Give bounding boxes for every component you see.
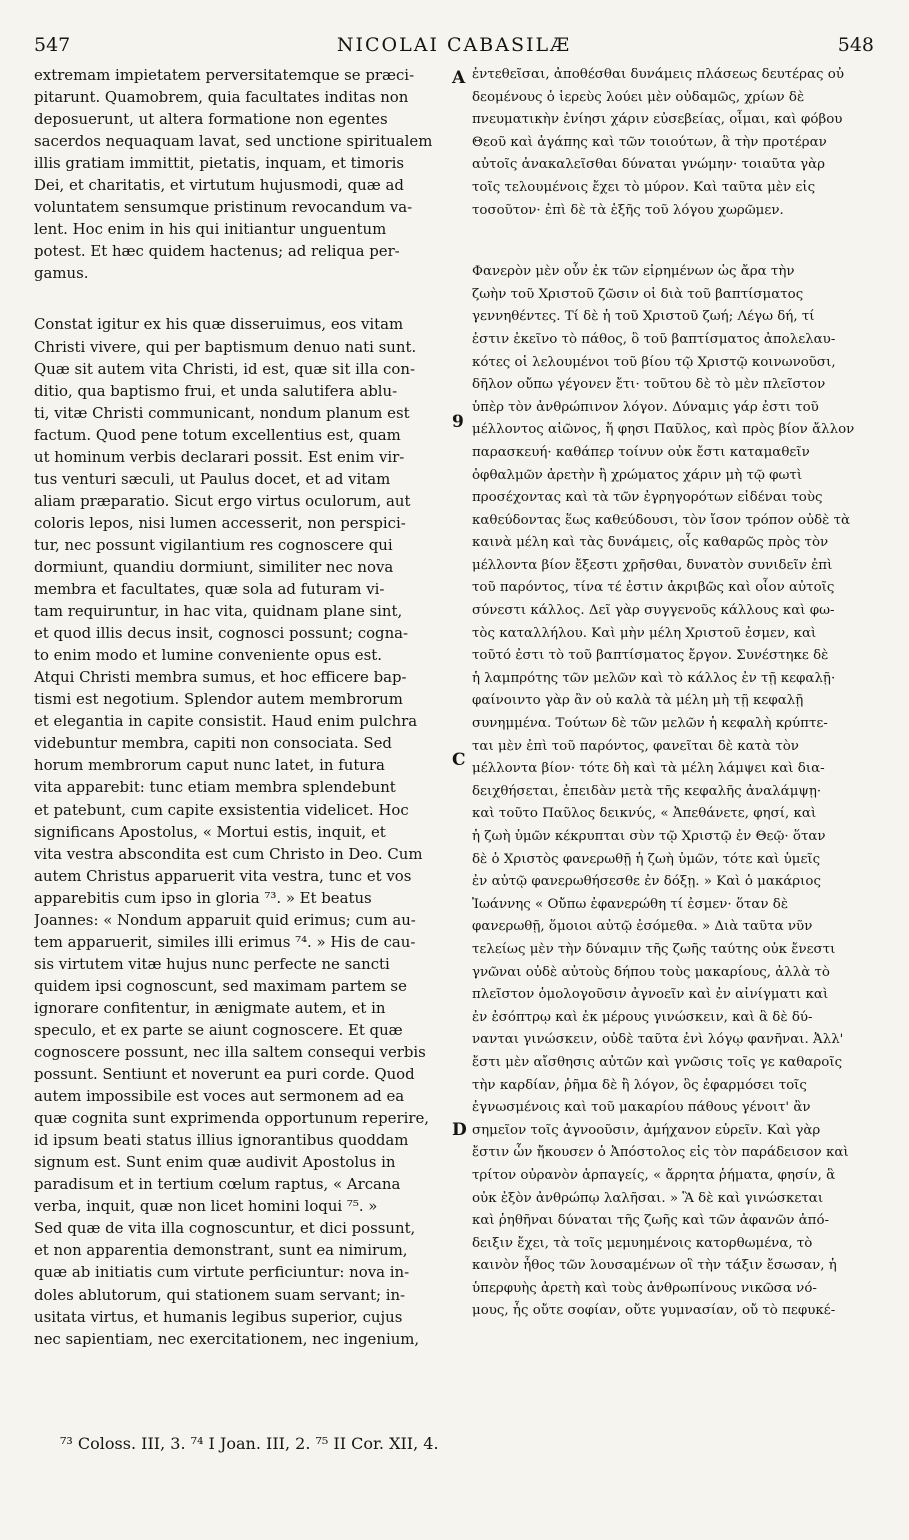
latin-text-line: tur, nec possunt vigilantium res cognoscere qui — [34, 535, 393, 554]
greek-text-line: δειξιν ἔχει, τὰ τοῖς μεμυημένοις κατορθωμένα, τὸ — [472, 1235, 813, 1251]
latin-text-line: Dei, et charitatis, et virtutum hujusmodi, quæ ad — [34, 176, 404, 195]
greek-text-line: τοσοῦτον· ἐπὶ δὲ τὰ ἑξῆς τοῦ λόγου χωρῶμεν. — [472, 202, 784, 218]
margin-letter-a: A — [452, 68, 466, 88]
greek-text-line: σημεῖον τοῖς ἀγνοοῦσιν, ἀμήχανον εὑρεῖν. Καὶ γὰρ — [472, 1122, 821, 1138]
greek-text-line: μέλλοντα βίον ἔξεστι χρῆσθαι, δυνατὸν συνιδεῖν ἐπὶ — [472, 557, 833, 573]
latin-text-line: tus venturi sæculi, ut Paulus docet, et ad vitam — [34, 469, 391, 488]
greek-text-line: ἐν ἐσόπτρῳ καὶ ἐκ μέρους γινώσκειν, καὶ ἃ δὲ δύ- — [472, 1009, 813, 1025]
greek-text-line: ἐστιν ἐκεῖνο τὸ πάθος, ὃ τοῦ βαπτίσματος ἀπολελαυ- — [472, 331, 836, 347]
latin-text-line: vita apparebit: tunc etiam membra splendebunt — [34, 778, 396, 797]
greek-text-line: πλεῖστον ὁμολογοῦσιν ἀγνοεῖν καὶ ἐν αἰνίγματι καὶ — [472, 987, 829, 1003]
latin-text-line: id ipsum beati status illius ignorantibus quoddam — [34, 1131, 409, 1150]
greek-text-line: ἡ λαμπρότης τῶν μελῶν καὶ τὸ κάλλος ἐν τῇ κεφαλῇ· — [472, 670, 836, 686]
latin-text-line: et non apparentia demonstrant, sunt ea nimirum, — [34, 1241, 408, 1260]
greek-text-line: τοῖς τελουμένοις ἔχει τὸ μύρον. Καὶ ταῦτα μὲν εἰς — [472, 179, 816, 195]
latin-text-line: tismi est negotium. Splendor autem membrorum — [34, 690, 403, 709]
latin-text-line: autem Christus apparuerit vita vestra, tunc et vos — [34, 866, 412, 885]
greek-text-line: Θεοῦ καὶ ἀγάπης καὶ τῶν τοιούτων, ἃ τὴν προτέραν — [472, 134, 827, 150]
latin-text-line: Constat igitur ex his quæ disseruimus, eos vitam — [34, 315, 404, 334]
latin-text-line: ignorare confitentur, in ænigmate autem, et in — [34, 998, 386, 1017]
latin-text-line: ut hominum verbis declarari possit. Est enim vir- — [34, 447, 405, 466]
latin-text-line: gamus. — [34, 264, 89, 283]
greek-text-line: κότες οἱ λελουμένοι τοῦ βίου τῷ Χριστῷ κοινωνοῦσι, — [472, 354, 836, 370]
latin-text-line: possunt. Sentiunt et noverunt ea puri corde. Quod — [34, 1065, 415, 1084]
latin-text-line: illis gratiam immittit, pietatis, inquam, et timoris — [34, 154, 405, 173]
greek-text-line: αὐτοῖς ἀνακαλεῖσθαι δύναται γνώμην· τοιαῦτα γὰρ — [472, 157, 826, 173]
latin-text-line: factum. Quod pene totum excellentius est, quam — [34, 425, 401, 444]
latin-text-line: sacerdos nequaquam lavat, sed unctione spiritualem — [34, 132, 433, 151]
greek-text-line: μέλλοντα βίον· τότε δὴ καὶ τὰ μέλη λάμψει καὶ δια- — [472, 761, 825, 777]
latin-text-line: ti, vitæ Christi communicant, nondum planum est — [34, 403, 410, 422]
greek-text-line: ὀφθαλμῶν ἀρετὴν ἢ χρώματος χάριν μὴ τῷ φωτὶ — [472, 467, 803, 483]
latin-text-line: membra et facultates, quæ sola ad futuram vi- — [34, 580, 385, 599]
latin-text-line: et patebunt, cum capite exsistentia videlicet. Hoc — [34, 800, 409, 819]
page-number-right: 548 — [837, 34, 874, 56]
latin-text-line: et elegantia in capite consistit. Haud enim pulchra — [34, 712, 418, 731]
latin-text-line: extremam impietatem perversitatemque se præci- — [34, 66, 415, 84]
page-number-left: 547 — [34, 34, 71, 56]
latin-text-line: et quod illis decus insit, cognosci possunt; cogna- — [34, 624, 409, 643]
latin-text-line: usitata virtus, et humanis legibus superior, cujus — [34, 1307, 403, 1326]
latin-text-line: significans Apostolus, « Mortui estis, inquit, et — [34, 822, 386, 841]
greek-text-line: ἐντεθεῖσαι, ἀποθέσθαι δυνάμεις πλάσεως δευτέρας οὐ — [472, 67, 844, 82]
latin-text-line: tam requiruntur, in hac vita, quidnam plane sint, — [34, 602, 403, 621]
greek-text-line: Ἰωάννης « Οὔπω ἐφανερώθη τί ἐσμεν· ὅταν δὲ — [472, 896, 789, 912]
running-header — [34, 34, 874, 60]
latin-text-line: speculo, et ex parte se aiunt cognoscere. Et quæ — [34, 1020, 403, 1039]
greek-text-line: τοῦτό ἐστι τὸ τοῦ βαπτίσματος ἔργον. Συνέστηκε δὲ — [472, 648, 829, 664]
latin-text-line: potest. Et hæc quidem hactenus; ad reliqua per- — [34, 242, 400, 261]
greek-text-line: ἐν αὐτῷ φανερωθήσεσθε ἐν δόξῃ. » Καὶ ὁ μακάριος — [472, 874, 821, 890]
latin-text-line: nec sapientiam, nec exercitationem, nec ingenium, — [34, 1329, 420, 1348]
greek-text-line: δεομένους ὁ ἱερεὺς λούει μὲν οὐδαμῶς, χρίων δὲ — [472, 89, 805, 105]
greek-text-line: ἔστι μὲν αἴσθησις αὐτῶν καὶ γνῶσις τοῖς γε καθαροῖς — [472, 1054, 843, 1070]
greek-text-line: συνημμένα. Τούτων δὲ τῶν μελῶν ἡ κεφαλὴ κρύπτε- — [472, 716, 828, 732]
greek-text-line: γεννηθέντες. Τί δὲ ἡ τοῦ Χριστοῦ ζωή; Λέγω δή, τί — [472, 309, 815, 325]
greek-text-line: φαίνοιντο γὰρ ἂν οὐ καλὰ τὰ μέλη μὴ τῇ κεφαλῇ — [472, 693, 804, 709]
greek-text-line: δειχθήσεται, ἐπειδὰν μετὰ τῆς κεφαλῆς ἀναλάμψῃ· — [472, 783, 822, 799]
greek-text-line: προσέχοντας καὶ τὰ τῶν ἐγρηγορότων εἰδέναι τοὺς — [472, 490, 823, 506]
latin-text-line: Christi vivere, qui per baptismum denuo nati sunt. — [34, 337, 417, 356]
latin-column — [34, 64, 444, 1350]
greek-text-line: ἐγνωσμένοις καὶ τοῦ μακαρίου πάθους γένοιτ' ἂν — [472, 1100, 811, 1116]
paragraph-gap — [34, 284, 444, 313]
latin-text-line: doles ablutorum, qui stationem suam servant; in- — [34, 1285, 406, 1304]
latin-text-line: quæ ab initiatis cum virtute perficiuntur: nova in- — [34, 1263, 410, 1282]
latin-text-line: horum membrorum caput nunc latet, in futura — [34, 756, 385, 775]
latin-text-line: voluntatem sensumque pristinum revocandum va- — [34, 198, 413, 217]
greek-text-line: πνευματικὴν ἐνίησι χάριν εὐσεβείας, οἶμαι, καὶ φόβου — [472, 112, 843, 128]
greek-text-line: φανερωθῇ, ὅμοιοι αὐτῷ ἐσόμεθα. » Διὰ ταῦτα νῦν — [472, 919, 813, 935]
latin-text-line: ditio, qua baptismo frui, et unda salutifera ablu- — [34, 381, 398, 400]
latin-text-line: tem apparuerit, similes illi erimus ⁷⁴. » His de cau- — [34, 932, 416, 951]
greek-text-line: τὸς καταλλήλου. Καὶ μὴν μέλη Χριστοῦ ἐσμεν, καὶ — [472, 625, 817, 641]
latin-text-line: deposuerunt, ut altera formatione non egentes — [34, 110, 388, 129]
greek-text-line: μέλλοντος αἰῶνος, ἥ φησι Παῦλος, καὶ πρὸς βίον ἄλλον — [472, 422, 855, 438]
greek-text-line: τρίτον οὐρανὸν ἁρπαγείς, « ἄρρητα ῥήματα, φησίν, ἃ — [472, 1167, 836, 1183]
greek-text-line: ὑπὲρ τὸν ἀνθρώπινον λόγον. Δύναμις γάρ ἐστι τοῦ — [472, 399, 819, 415]
running-title: NICOLAI CABASILÆ — [336, 34, 572, 56]
greek-text-line: σύνεστι κάλλος. Δεῖ γὰρ συγγενοῦς κάλλους καὶ φω- — [472, 603, 835, 619]
footnotes: ⁷³ Coloss. III, 3. ⁷⁴ I Joan. III, 2. ⁷⁵ II Cor. XII, 4. — [60, 1434, 439, 1453]
latin-text-line: autem impossibile est voces aut sermonem ad ea — [34, 1087, 405, 1106]
latin-text-line: vita vestra abscondita est cum Christo in Deo. Cum — [34, 844, 423, 863]
latin-text-line: aliam præparatio. Sicut ergo virtus oculorum, aut — [34, 491, 411, 510]
margin-letter-d: D — [452, 1120, 467, 1140]
greek-text-line: τελείως μὲν τὴν δύναμιν τῆς ζωῆς ταύτης οὐκ ἔνεστι — [472, 941, 836, 957]
latin-text-line: Sed quæ de vita illa cognoscuntur, et dici possunt, — [34, 1219, 416, 1238]
greek-text-line: ται μὲν ἐπὶ τοῦ παρόντος, φανεῖται δὲ κατὰ τὸν — [472, 738, 799, 754]
greek-text-line: καινὸν ἦθος τῶν λουσαμένων οἳ τὴν τάξιν ἔσωσαν, ἡ — [472, 1258, 837, 1274]
greek-text-line: καὶ τοῦτο Παῦλος δεικνύς, « Ἀπεθάνετε, φησί, καὶ — [472, 806, 817, 822]
greek-text-line: ὑπερφυὴς ἀρετὴ καὶ τοὺς ἀνθρωπίνους νικῶσα νό- — [472, 1280, 817, 1296]
latin-text-line: cognoscere possunt, nec illa saltem consequi verbis — [34, 1043, 426, 1062]
greek-column — [472, 64, 876, 1323]
latin-text-line: signum est. Sunt enim quæ audivit Apostolus in — [34, 1153, 396, 1172]
greek-text-line: δὲ ὁ Χριστὸς φανερωθῇ ἡ ζωὴ ὑμῶν, τότε καὶ ὑμεῖς — [472, 851, 821, 867]
greek-text-line: ἡ ζωὴ ὑμῶν κέκρυπται σὺν τῷ Χριστῷ ἐν Θεῷ· ὅταν — [472, 829, 826, 844]
greek-text-line: γνῶναι οὐδὲ αὐτοὺς δήπου τοὺς μακαρίους, ἀλλὰ τὸ — [472, 964, 830, 980]
latin-text-line: pitarunt. Quamobrem, quia facultates inditas non — [34, 88, 409, 107]
greek-text-line: τοῦ παρόντος, τίνα τέ ἐστιν ἀκριβῶς καὶ οἷον αὐτοῖς — [472, 580, 835, 596]
latin-text-line: sis virtutem vitæ hujus nunc perfecte ne sancti — [34, 954, 390, 973]
greek-text-line: καθεύδοντας ἕως καθεύδουσι, τὸν ἴσον τρόπον οὐδὲ τὰ — [472, 512, 851, 528]
greek-text-line: τὴν καρδίαν, ῥῆμα δὲ ἢ λόγον, ὃς ἐφαρμόσει τοῖς — [472, 1077, 807, 1093]
greek-text-line: καὶ ῥηθῆναι δύναται τῆς ζωῆς καὶ τῶν ἀφανῶν ἀπό- — [472, 1213, 830, 1229]
greek-text-line: μους, ἧς οὔτε σοφίαν, οὔτε γυμνασίαν, οὔ τὸ πεφυκέ- — [472, 1303, 836, 1319]
greek-text-line: ἔστιν ὧν ἤκουσεν ὁ Ἀπόστολος εἰς τὸν παράδεισον καὶ — [472, 1145, 849, 1161]
latin-text-line: Quæ sit autem vita Christi, id est, quæ sit illa con- — [34, 359, 415, 378]
latin-text-line: videbuntur membra, capiti non consociata. Sed — [34, 734, 392, 753]
margin-number-9: 9 — [452, 412, 464, 432]
latin-text-line: Atqui Christi membra sumus, et hoc efficere bap- — [34, 668, 407, 687]
latin-text-line: coloris lepos, nisi lumen accesserit, non perspici- — [34, 513, 406, 532]
margin-letter-c: C — [452, 750, 466, 770]
latin-text-line: Joannes: « Nondum apparuit quid erimus; cum au- — [34, 910, 416, 929]
greek-text-line: νανται γινώσκειν, οὐδὲ ταῦτα ἐνὶ λόγῳ φανῆναι. Ἀλλ' — [472, 1032, 844, 1048]
greek-text-line: καινὰ μέλη καὶ τὰς δυνάμεις, οἷς καθαρῶς πρὸς τὸν — [472, 535, 829, 551]
latin-text-line: quæ cognita sunt exprimenda opportunum reperire, — [34, 1109, 430, 1128]
greek-text-line: δῆλον οὔπω γέγονεν ἔτι· τοῦτου δὲ τὸ μὲν πλεῖστον — [472, 377, 826, 393]
greek-text-line: οὐκ ἐξὸν ἀνθρώπῳ λαλῆσαι. » Ἃ δὲ καὶ γινώσκεται — [472, 1190, 824, 1206]
greek-text-line: παρασκευή· καθάπερ τοίνυν οὐκ ἔστι καταμαθεῖν — [472, 444, 810, 460]
latin-text-line: apparebitis cum ipso in gloria ⁷³. » Et beatus — [34, 888, 372, 907]
latin-text-line: dormiunt, quandiu dormiunt, similiter nec nova — [34, 557, 394, 576]
greek-text-line: Φανερὸν μὲν οὖν ἐκ τῶν εἰρημένων ὡς ἄρα τὴν — [472, 264, 795, 280]
latin-text-line: quidem ipsi cognoscunt, sed maximam partem se — [34, 976, 407, 995]
latin-text-line: to enim modo et lumine conveniente opus est. — [34, 646, 382, 665]
latin-text-line: verba, inquit, quæ non licet homini loqui ⁷⁵. » — [34, 1197, 378, 1216]
latin-text-line: paradisum et in tertium cœlum raptus, « Arcana — [34, 1175, 401, 1194]
paragraph-gap — [472, 222, 876, 261]
latin-text-line: lent. Hoc enim in his qui initiantur unguentum — [34, 220, 387, 239]
greek-text-line: ζωὴν τοῦ Χριστοῦ ζῶσιν οἱ διὰ τοῦ βαπτίσματος — [472, 286, 804, 302]
